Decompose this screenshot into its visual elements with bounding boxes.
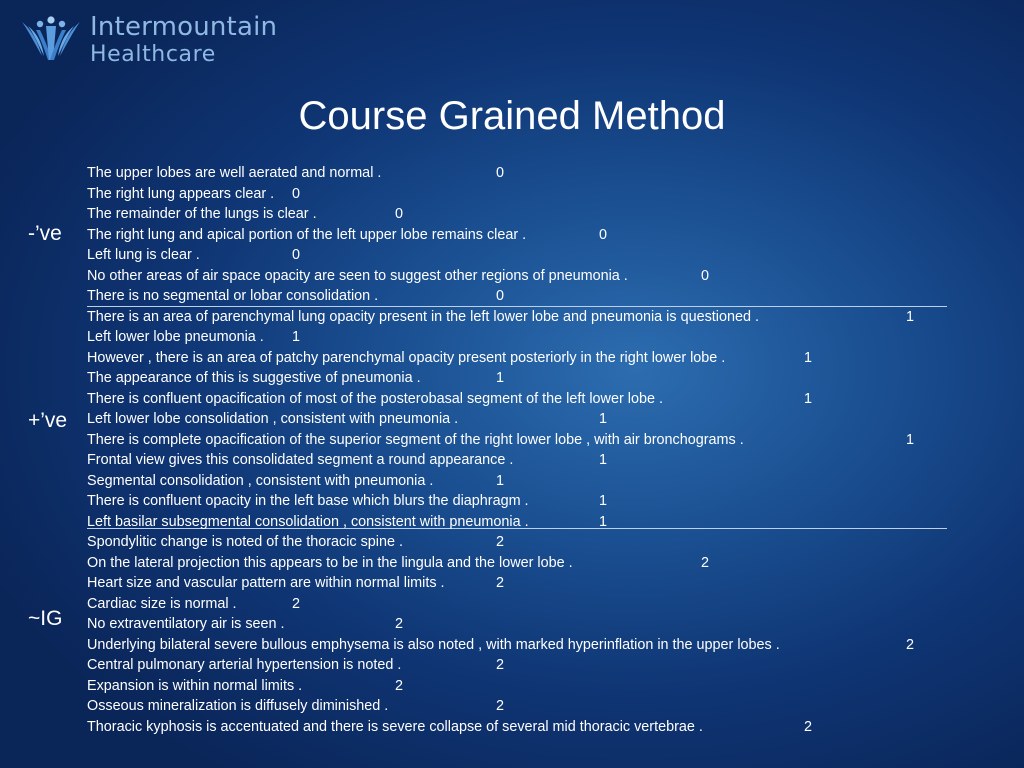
sentence-score: 0 <box>599 226 608 243</box>
sentence-text: Osseous mineralization is diffusely diminished . <box>87 698 389 714</box>
sentence-score: 0 <box>496 165 505 181</box>
sentence-score: 0 <box>292 247 301 263</box>
sentence-row <box>87 307 947 328</box>
sentence-text: Thoracic kyphosis is accentuated and there is severe collapse of several mid thoracic vertebrae . <box>87 718 703 735</box>
sentence-row <box>87 573 947 594</box>
sentence-text: Left basilar subsegmental consolidation , consistent with pneumonia . <box>87 513 529 530</box>
sentence-score: 1 <box>906 308 915 325</box>
slide-title: Course Grained Method <box>298 94 726 138</box>
sentence-row <box>87 717 947 738</box>
sentence-score: 0 <box>292 185 301 202</box>
sentence-text: Heart size and vascular pattern are within normal limits . <box>87 575 445 591</box>
sentence-score: 2 <box>292 595 301 612</box>
sentence-text: No extraventilatory air is seen . <box>87 616 285 632</box>
sentence-score: 0 <box>701 267 710 284</box>
sentence-text: No other areas of air space opacity are seen to suggest other regions of pneumonia . <box>87 267 628 284</box>
sentence-score: 2 <box>496 575 505 591</box>
sentence-row <box>87 532 947 553</box>
sentence-row <box>87 389 947 410</box>
group-label-negative: -’ve <box>28 222 62 245</box>
sentence-score: 1 <box>599 411 608 427</box>
sentence-score: 1 <box>599 452 608 468</box>
sentence-score: 2 <box>496 698 505 714</box>
sentence-row <box>87 327 947 348</box>
sentence-text: There is confluent opacity in the left base which blurs the diaphragm . <box>87 493 529 509</box>
sentence-row <box>87 225 947 246</box>
sentence-text: There is confluent opacification of most of the posterobasal segment of the left lower lobe . <box>87 390 663 407</box>
sentence-score: 1 <box>496 370 505 386</box>
sentence-row <box>87 450 947 471</box>
sentence-text: The right lung and apical portion of the left upper lobe remains clear . <box>87 226 527 243</box>
sentence-text: Central pulmonary arterial hypertension is noted . <box>87 657 402 673</box>
sentence-score: 1 <box>804 390 813 407</box>
sentence-row <box>87 553 947 574</box>
sentence-row <box>87 409 947 430</box>
sentence-score: 1 <box>906 431 915 448</box>
sentence-score: 0 <box>496 288 505 304</box>
sentence-text: The remainder of the lungs is clear . <box>87 206 317 222</box>
sentence-text: Spondylitic change is noted of the thoracic spine . <box>87 534 403 550</box>
sentence-row <box>87 348 947 369</box>
intermountain-logo <box>18 14 308 70</box>
sentence-score: 0 <box>395 206 404 222</box>
sentence-row <box>87 286 947 307</box>
sentence-score: 2 <box>906 636 915 653</box>
sentence-score: 1 <box>292 329 301 345</box>
sentence-text: Segmental consolidation , consistent with pneumonia . <box>87 472 434 489</box>
sentence-text: The right lung appears clear . <box>87 185 275 202</box>
people-logo-icon <box>18 16 84 64</box>
sentence-text: There is complete opacification of the superior segment of the right lower lobe , with air bronchograms . <box>87 431 744 448</box>
sentence-row <box>87 471 947 492</box>
sentence-text: There is an area of parenchymal lung opacity present in the left lower lobe and pneumonia is questioned . <box>87 308 759 325</box>
sentence-row <box>87 614 947 635</box>
sentence-score: 1 <box>599 513 608 530</box>
group-label-positive: +’ve <box>28 409 68 432</box>
sentence-row <box>87 594 947 615</box>
sentence-score: 2 <box>395 616 404 632</box>
sentence-score: 1 <box>804 349 813 366</box>
sentence-row <box>87 163 947 184</box>
logo-wordmark-line1: Intermountain <box>90 12 278 42</box>
sentence-text: Left lower lobe consolidation , consistent with pneumonia . <box>87 411 459 427</box>
sentence-row <box>87 266 947 287</box>
sentence-score: 2 <box>395 677 404 694</box>
sentence-score: 2 <box>804 718 813 735</box>
sentence-row <box>87 368 947 389</box>
sentence-text: Expansion is within normal limits . <box>87 677 303 694</box>
sentence-row <box>87 635 947 656</box>
sentence-row <box>87 655 947 676</box>
sentence-list <box>87 163 947 737</box>
sentence-row <box>87 204 947 225</box>
sentence-row <box>87 676 947 697</box>
sentence-text: The upper lobes are well aerated and normal . <box>87 165 382 181</box>
sentence-row <box>87 512 947 533</box>
logo-wordmark-line2: Healthcare <box>90 42 216 67</box>
sentence-text: There is no segmental or lobar consolidation . <box>87 288 379 304</box>
sentence-text: On the lateral projection this appears to be in the lingula and the lower lobe . <box>87 554 573 571</box>
sentence-text: The appearance of this is suggestive of pneumonia . <box>87 370 421 386</box>
sentence-text: Left lower lobe pneumonia . <box>87 329 264 345</box>
sentence-row <box>87 430 947 451</box>
sentence-row <box>87 245 947 266</box>
sentence-score: 1 <box>496 472 505 489</box>
sentence-text: Underlying bilateral severe bullous emphysema is also noted , with marked hyperinflation in the upper lobes . <box>87 636 780 653</box>
sentence-text: However , there is an area of patchy parenchymal opacity present posteriorly in the right lower lobe . <box>87 349 726 366</box>
sentence-text: Left lung is clear . <box>87 247 200 263</box>
sentence-row <box>87 696 947 717</box>
sentence-text: Cardiac size is normal . <box>87 595 237 612</box>
sentence-score: 2 <box>496 657 505 673</box>
sentence-row <box>87 184 947 205</box>
sentence-score: 2 <box>701 554 710 571</box>
sentence-score: 2 <box>496 534 505 550</box>
sentence-score: 1 <box>599 493 608 509</box>
sentence-text: Frontal view gives this consolidated segment a round appearance . <box>87 452 514 468</box>
group-label-ignore: ~IG <box>28 607 63 630</box>
sentence-row <box>87 491 947 512</box>
